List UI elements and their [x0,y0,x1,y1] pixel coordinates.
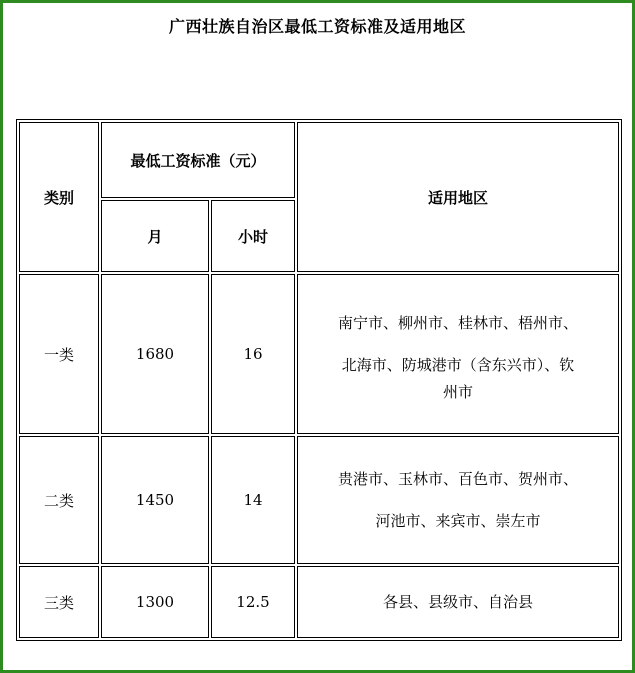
header-monthly: 月 [101,200,209,272]
header-regions: 适用地区 [297,122,619,272]
wage-table [16,119,622,641]
header-min-wage-standard: 最低工资标准（元） [101,122,295,198]
region-line: 北海市、防城港市（含东兴市）、钦 [341,356,575,374]
row-monthly-wage: 1450 [101,436,209,564]
table-row [19,274,619,434]
row-category: 一类 [19,274,99,434]
row-category: 三类 [19,566,99,638]
header-category: 类别 [19,122,99,272]
region-line: 各县、县级市、自治县 [383,593,534,611]
page-title: 广西壮族自治区最低工资标准及适用地区 [168,17,466,36]
row-hourly-wage: 12.5 [211,566,295,638]
row-regions [297,274,619,434]
row-regions [297,566,619,638]
row-hourly-wage: 16 [211,274,295,434]
region-line: 州市 [443,383,474,401]
row-monthly-wage: 1680 [101,274,209,434]
header-hourly: 小时 [211,200,295,272]
region-line: 河池市、来宾市、崇左市 [375,512,541,530]
row-category: 二类 [19,436,99,564]
table-row [19,566,619,638]
row-regions [297,436,619,564]
row-monthly-wage: 1300 [101,566,209,638]
region-line: 南宁市、柳州市、桂林市、梧州市、 [338,314,579,332]
row-hourly-wage: 14 [211,436,295,564]
region-line: 贵港市、玉林市、百色市、贺州市、 [338,470,579,488]
table-row [19,436,619,564]
